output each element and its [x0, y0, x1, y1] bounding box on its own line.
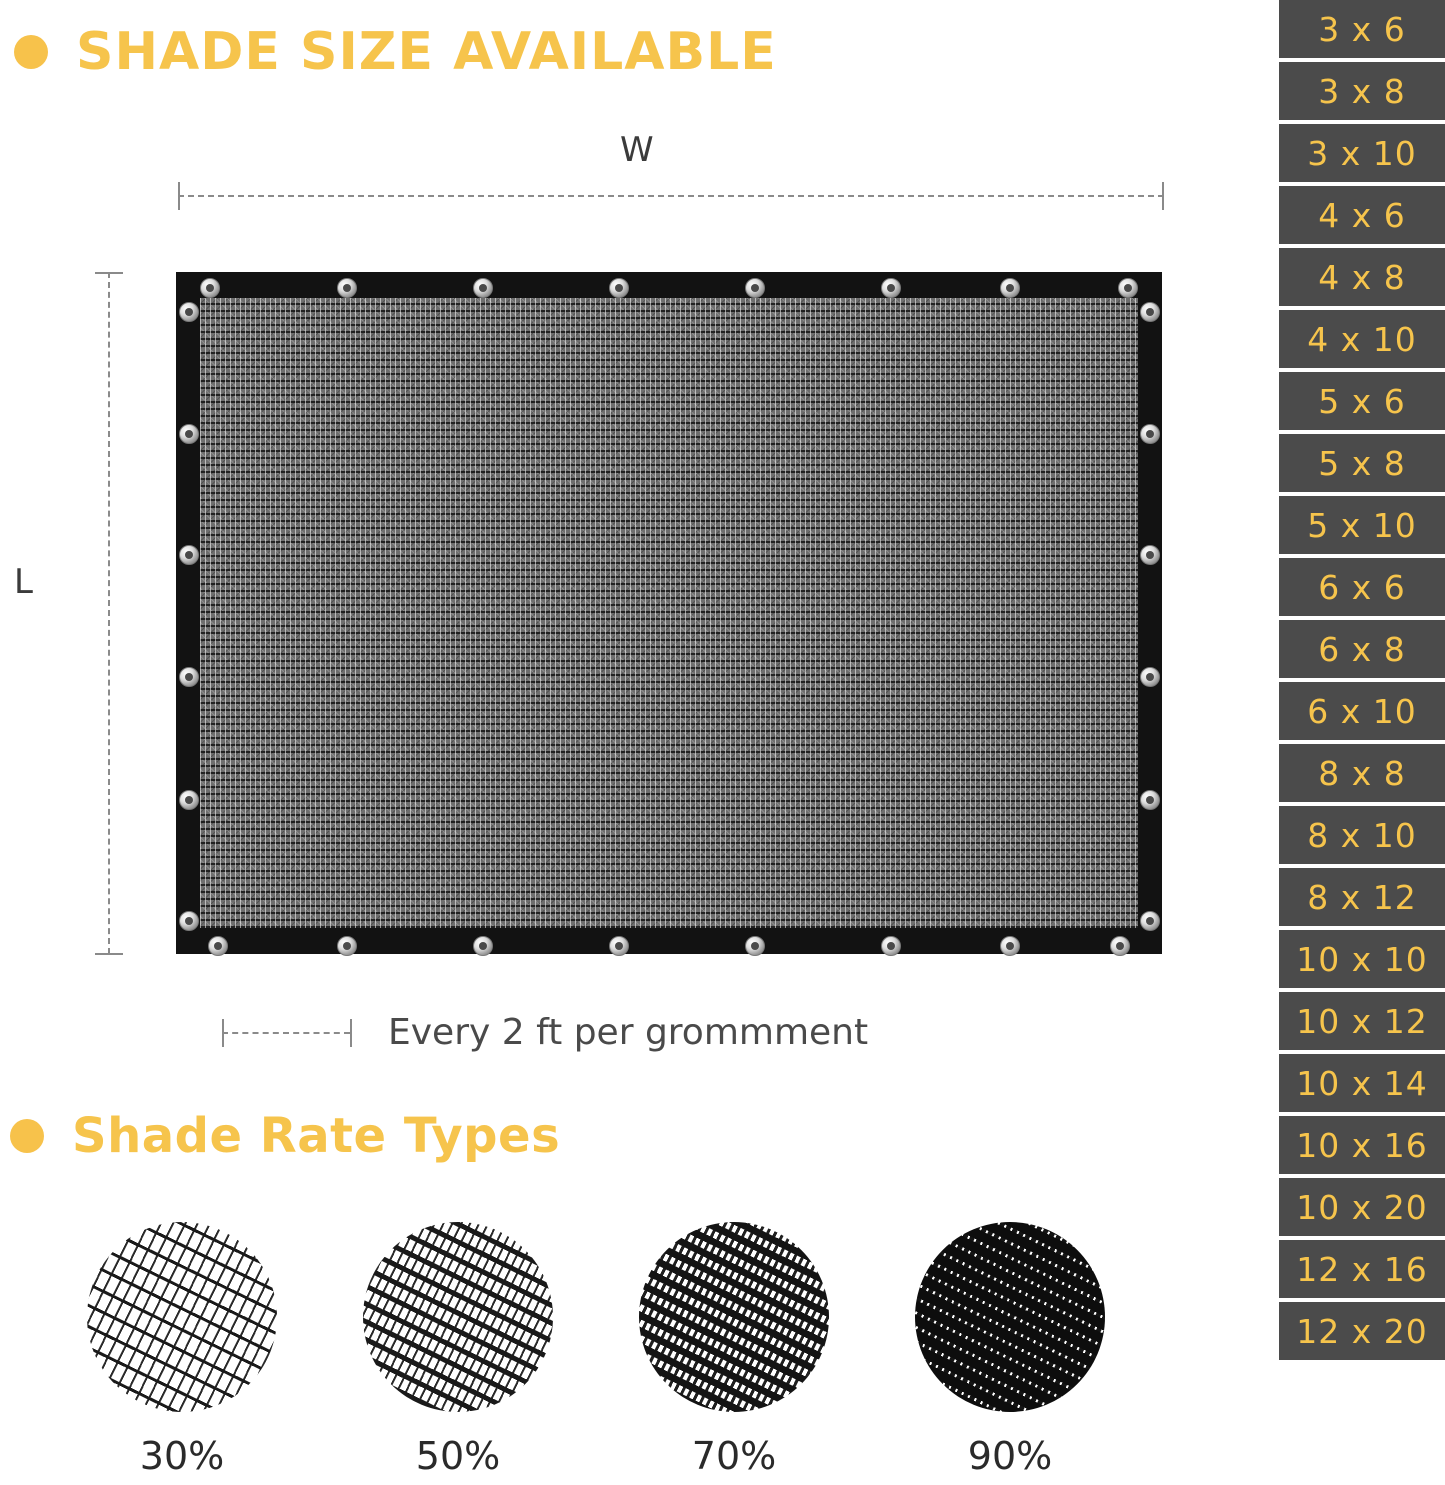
- grommet: [179, 667, 199, 687]
- grommet: [473, 278, 493, 298]
- section-heading-shade-size: [14, 22, 777, 82]
- size-chip[interactable]: 5 x 6: [1279, 372, 1445, 430]
- section-heading-shade-rate: [10, 1108, 560, 1164]
- size-chip[interactable]: 6 x 6: [1279, 558, 1445, 616]
- shade-rate-70: [634, 1222, 834, 1478]
- grommet: [745, 278, 765, 298]
- size-chip[interactable]: 8 x 8: [1279, 744, 1445, 802]
- shade-rate-50: [358, 1222, 558, 1478]
- size-chip[interactable]: 10 x 12: [1279, 992, 1445, 1050]
- size-chip[interactable]: 10 x 16: [1279, 1116, 1445, 1174]
- shade-rate-swatch-50-icon: [363, 1222, 553, 1412]
- size-chip[interactable]: 10 x 14: [1279, 1054, 1445, 1112]
- grommet: [179, 302, 199, 322]
- size-chip[interactable]: 8 x 12: [1279, 868, 1445, 926]
- grommet-spacing-tick-left: [222, 1019, 224, 1047]
- shade-rate-swatch-30-icon: [87, 1222, 277, 1412]
- shade-rate-90: [910, 1222, 1110, 1478]
- size-chip[interactable]: 4 x 6: [1279, 186, 1445, 244]
- shade-cloth-panel: [176, 272, 1162, 954]
- grommet: [1110, 936, 1130, 956]
- grommet: [881, 278, 901, 298]
- grommet: [1140, 911, 1160, 931]
- grommet-spacing-note: Every 2 ft per grommment: [388, 1012, 869, 1053]
- grommet: [1140, 790, 1160, 810]
- grommet: [179, 545, 199, 565]
- size-chip[interactable]: 3 x 6: [1279, 0, 1445, 58]
- width-dimension-label: W: [620, 130, 654, 170]
- width-tick-left: [178, 182, 180, 210]
- width-tick-right: [1162, 182, 1164, 210]
- shade-rate-swatch-70-icon: [639, 1222, 829, 1412]
- grommet: [337, 278, 357, 298]
- size-chip[interactable]: 3 x 10: [1279, 124, 1445, 182]
- bullet-dot-icon: [10, 1119, 44, 1153]
- size-chip[interactable]: 5 x 8: [1279, 434, 1445, 492]
- shade-rate-swatch-90-icon: [915, 1222, 1105, 1412]
- length-dimension-line: [108, 272, 110, 954]
- size-chip[interactable]: 6 x 8: [1279, 620, 1445, 678]
- shade-rate-label-90: 90%: [967, 1434, 1053, 1478]
- size-chip[interactable]: 6 x 10: [1279, 682, 1445, 740]
- size-chip[interactable]: 10 x 10: [1279, 930, 1445, 988]
- grommet: [337, 936, 357, 956]
- shade-rate-label-50: 50%: [415, 1434, 501, 1478]
- grommet: [881, 936, 901, 956]
- grommet: [473, 936, 493, 956]
- size-chip[interactable]: 12 x 20: [1279, 1302, 1445, 1360]
- grommet: [208, 936, 228, 956]
- grommet: [1140, 302, 1160, 322]
- grommet: [1140, 667, 1160, 687]
- size-chip[interactable]: 3 x 8: [1279, 62, 1445, 120]
- grommet: [179, 790, 199, 810]
- grommet-spacing-line: [222, 1032, 350, 1034]
- grommet: [1140, 545, 1160, 565]
- grommet: [179, 424, 199, 444]
- length-tick-top: [95, 272, 123, 274]
- size-chip[interactable]: 5 x 10: [1279, 496, 1445, 554]
- grommet: [1000, 936, 1020, 956]
- width-dimension-line: [178, 195, 1164, 197]
- size-chip[interactable]: 12 x 16: [1279, 1240, 1445, 1298]
- grommet: [1140, 424, 1160, 444]
- size-chip[interactable]: 10 x 20: [1279, 1178, 1445, 1236]
- grommet: [1118, 278, 1138, 298]
- shade-rate-30: [82, 1222, 282, 1478]
- grommet: [745, 936, 765, 956]
- grommet: [179, 911, 199, 931]
- grommet: [609, 936, 629, 956]
- size-chip[interactable]: 4 x 10: [1279, 310, 1445, 368]
- grommet: [1000, 278, 1020, 298]
- bullet-dot-icon: [14, 35, 48, 69]
- shade-rate-label-30: 30%: [139, 1434, 225, 1478]
- length-dimension-label: L: [14, 562, 33, 602]
- shade-rate-label-70: 70%: [691, 1434, 777, 1478]
- size-list: [1279, 0, 1445, 1364]
- shade-size-heading-label: SHADE SIZE AVAILABLE: [76, 22, 777, 82]
- size-chip[interactable]: 8 x 10: [1279, 806, 1445, 864]
- shade-rate-heading-label: Shade Rate Types: [72, 1108, 561, 1164]
- grommet: [609, 278, 629, 298]
- length-tick-bottom: [95, 953, 123, 955]
- shade-mesh-texture: [200, 298, 1138, 928]
- grommet-spacing-tick-right: [350, 1019, 352, 1047]
- size-chip[interactable]: 4 x 8: [1279, 248, 1445, 306]
- grommet: [200, 278, 220, 298]
